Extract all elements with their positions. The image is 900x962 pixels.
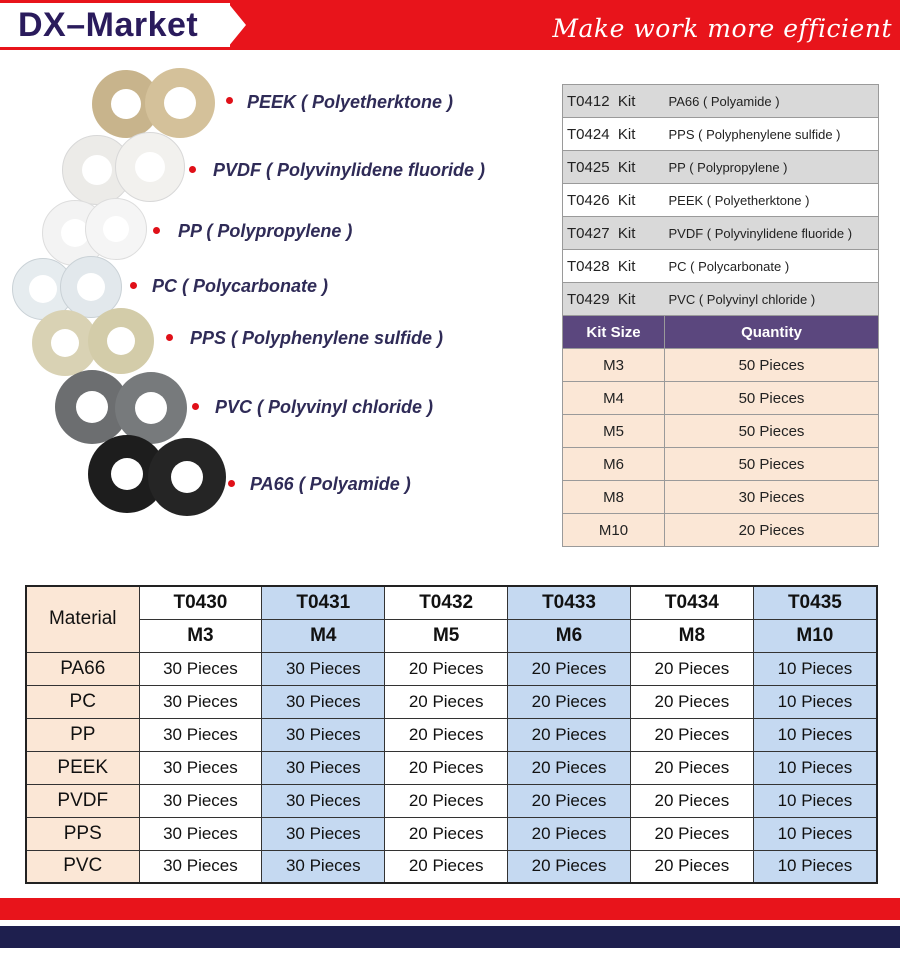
kit-description: PVDF ( Polyvinylidene fluoride ) [665,217,879,250]
washer-pps-b [88,308,154,374]
quantity-cell: 20 Pieces [385,652,508,685]
footer-stripe-red [0,898,900,920]
column-code: T0433 [508,586,631,619]
kit-size-cell: M6 [563,448,665,481]
kit-quantity-cell: 20 Pieces [665,514,879,547]
quantity-cell: 20 Pieces [630,850,753,883]
column-code: T0434 [630,586,753,619]
kit-row [563,217,879,250]
material-label-pp: PP ( Polypropylene ) [178,221,353,241]
quantity-cell: 20 Pieces [630,817,753,850]
washer-pvdf-b [115,132,185,202]
material-cell: PA66 [26,652,139,685]
kit-size-row [563,514,879,547]
table-header-row-codes [26,586,877,619]
material-quantity-table [25,585,878,884]
table-row [26,751,877,784]
column-code: T0431 [262,586,385,619]
material-label-peek: PEEK ( Polyetherktone ) [247,92,454,112]
quantity-cell: 10 Pieces [753,817,877,850]
quantity-cell: 20 Pieces [385,751,508,784]
kit-row [563,118,879,151]
bullet-dot [189,166,196,173]
material-label-pvdf: PVDF ( Polyvinylidene fluoride ) [213,160,486,180]
quantity-cell: 30 Pieces [262,718,385,751]
footer-stripe-navy [0,926,900,948]
kit-description: PP ( Polypropylene ) [665,151,879,184]
quantity-cell: 20 Pieces [630,685,753,718]
quantity-cell: 30 Pieces [139,652,262,685]
quantity-cell: 30 Pieces [139,685,262,718]
kit-code: T0425 Kit [563,151,665,184]
kit-code: T0429 Kit [563,283,665,316]
washer-pa66-b [148,438,226,516]
quantity-cell: 20 Pieces [508,652,631,685]
kit-description: PVC ( Polyvinyl chloride ) [665,283,879,316]
kit-code: T0424 Kit [563,118,665,151]
quantity-cell: 10 Pieces [753,784,877,817]
kit-row [563,184,879,217]
quantity-cell: 20 Pieces [630,652,753,685]
column-size: M3 [139,619,262,652]
kit-row [563,283,879,316]
kit-size-cell: M5 [563,415,665,448]
bullet-dot [192,403,199,410]
column-size: M6 [508,619,631,652]
kit-code: T0427 Kit [563,217,665,250]
brand-logo: DX–Market [18,6,199,44]
washer-peek-b [145,68,215,138]
quantity-cell: 10 Pieces [753,751,877,784]
quantity-cell: 20 Pieces [508,817,631,850]
quantity-cell: 20 Pieces [508,718,631,751]
quantity-cell: 20 Pieces [630,751,753,784]
material-cell: PP [26,718,139,751]
kit-table [562,84,879,547]
material-cell: PC [26,685,139,718]
column-size: M4 [262,619,385,652]
quantity-cell: 30 Pieces [262,817,385,850]
quantity-cell: 30 Pieces [262,685,385,718]
kit-size-header: Kit Size [563,316,665,349]
quantity-header: Quantity [665,316,879,349]
table-row [26,718,877,751]
material-label-pc: PC ( Polycarbonate ) [152,276,329,296]
column-code: T0430 [139,586,262,619]
kit-quantity-cell: 50 Pieces [665,448,879,481]
quantity-cell: 20 Pieces [385,784,508,817]
quantity-cell: 20 Pieces [508,784,631,817]
quantity-cell: 30 Pieces [262,751,385,784]
kit-quantity-cell: 50 Pieces [665,415,879,448]
quantity-cell: 30 Pieces [139,784,262,817]
column-code: T0435 [753,586,877,619]
kit-size-cell: M10 [563,514,665,547]
quantity-cell: 10 Pieces [753,850,877,883]
quantity-cell: 20 Pieces [630,784,753,817]
kit-description: PPS ( Polyphenylene sulfide ) [665,118,879,151]
bullet-dot [228,480,235,487]
kit-size-cell: M8 [563,481,665,514]
kit-code: T0412 Kit [563,85,665,118]
quantity-cell: 30 Pieces [139,718,262,751]
quantity-cell: 20 Pieces [385,817,508,850]
kit-row [563,151,879,184]
kit-quantity-cell: 50 Pieces [665,349,879,382]
kit-description: PEEK ( Polyetherktone ) [665,184,879,217]
washer-pp-b [85,198,147,260]
table-header-row-sizes [26,619,877,652]
quantity-cell: 10 Pieces [753,652,877,685]
slogan: Make work more efficient [552,14,892,43]
quantity-cell: 10 Pieces [753,718,877,751]
material-label-pa66: PA66 ( Polyamide ) [250,474,411,494]
washer-pvc-b [115,372,187,444]
table-row [26,652,877,685]
quantity-cell: 20 Pieces [630,718,753,751]
kit-quantity-cell: 50 Pieces [665,382,879,415]
quantity-cell: 20 Pieces [508,685,631,718]
kit-row [563,85,879,118]
table-row [26,784,877,817]
kit-description: PC ( Polycarbonate ) [665,250,879,283]
column-size: M8 [630,619,753,652]
header-banner [0,0,900,50]
kit-description: PA66 ( Polyamide ) [665,85,879,118]
kit-size-cell: M3 [563,349,665,382]
kit-code: T0428 Kit [563,250,665,283]
quantity-cell: 30 Pieces [262,850,385,883]
quantity-cell: 30 Pieces [139,751,262,784]
table-row [26,817,877,850]
quantity-cell: 30 Pieces [262,652,385,685]
kit-size-header-row [563,316,879,349]
quantity-cell: 30 Pieces [139,817,262,850]
quantity-cell: 20 Pieces [385,850,508,883]
bullet-dot [130,282,137,289]
kit-row [563,250,879,283]
table-row [26,685,877,718]
logo-arrow [228,3,246,47]
quantity-cell: 20 Pieces [385,718,508,751]
washer-product-image [0,60,230,560]
quantity-cell: 20 Pieces [508,850,631,883]
kit-size-row [563,415,879,448]
quantity-cell: 10 Pieces [753,685,877,718]
material-cell: PVDF [26,784,139,817]
bullet-dot [226,97,233,104]
kit-size-cell: M4 [563,382,665,415]
column-size: M5 [385,619,508,652]
material-cell: PVC [26,850,139,883]
quantity-cell: 20 Pieces [508,751,631,784]
material-cell: PPS [26,817,139,850]
quantity-cell: 20 Pieces [385,685,508,718]
quantity-cell: 30 Pieces [262,784,385,817]
material-cell: PEEK [26,751,139,784]
column-size: M10 [753,619,877,652]
kit-size-row [563,481,879,514]
column-code: T0432 [385,586,508,619]
quantity-cell: 30 Pieces [139,850,262,883]
kit-quantity-cell: 30 Pieces [665,481,879,514]
bullet-dot [166,334,173,341]
material-label-pvc: PVC ( Polyvinyl chloride ) [215,397,434,417]
bullet-dot [153,227,160,234]
kit-size-row [563,349,879,382]
table-row [26,850,877,883]
kit-size-row [563,382,879,415]
material-column-header: Material [26,586,139,652]
kit-code: T0426 Kit [563,184,665,217]
material-label-pps: PPS ( Polyphenylene sulfide ) [190,328,444,348]
kit-size-row [563,448,879,481]
